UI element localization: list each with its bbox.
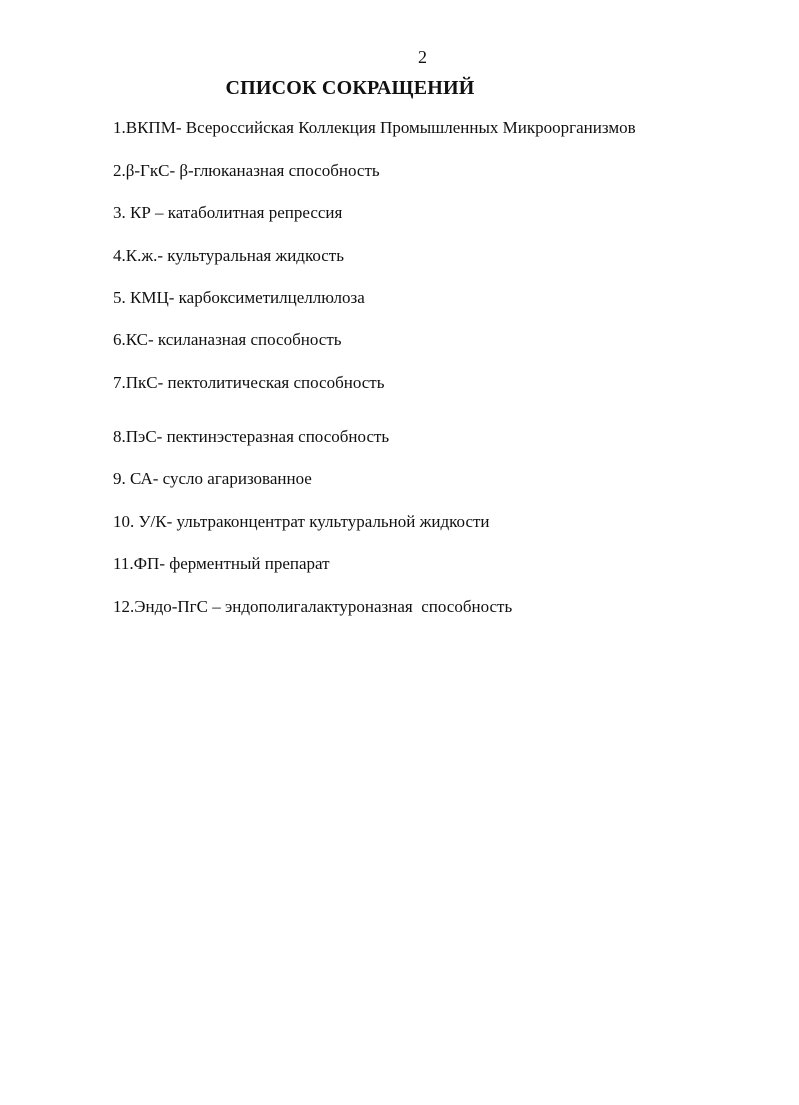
abbreviation-item-3: 3. КР – катаболитная репрессия bbox=[113, 203, 343, 222]
abbreviation-item-8: 8.ПэС- пектинэстеразная способность bbox=[113, 427, 390, 446]
abbreviation-item-10: 10. У/К- ультраконцентрат культуральной жидкости bbox=[113, 512, 490, 531]
abbreviation-item-5: 5. КМЦ- карбоксиметилцеллюлоза bbox=[113, 288, 365, 307]
abbreviation-item-1: 1.ВКПМ- Всероссийская Коллекция Промышленных Микроорганизмов bbox=[113, 118, 636, 137]
abbreviation-item-9: 9. СА- сусло агаризованное bbox=[113, 469, 312, 488]
abbreviation-item-4: 4.К.ж.- культуральная жидкость bbox=[113, 246, 344, 265]
page-title: СПИСОК СОКРАЩЕНИЙ bbox=[225, 77, 475, 99]
abbreviation-item-7: 7.ПкС- пектолитическая способность bbox=[113, 373, 385, 392]
abbreviation-item-2: 2.β-ГкС- β-глюканазная способность bbox=[113, 161, 380, 180]
abbreviation-item-11: 11.ФП- ферментный препарат bbox=[113, 554, 330, 573]
page-number: 2 bbox=[418, 47, 427, 67]
abbreviation-item-6: 6.КС- ксиланазная способность bbox=[113, 330, 342, 349]
abbreviation-item-12: 12.Эндо-ПгС – эндополигалактуроназная способность bbox=[113, 597, 513, 616]
